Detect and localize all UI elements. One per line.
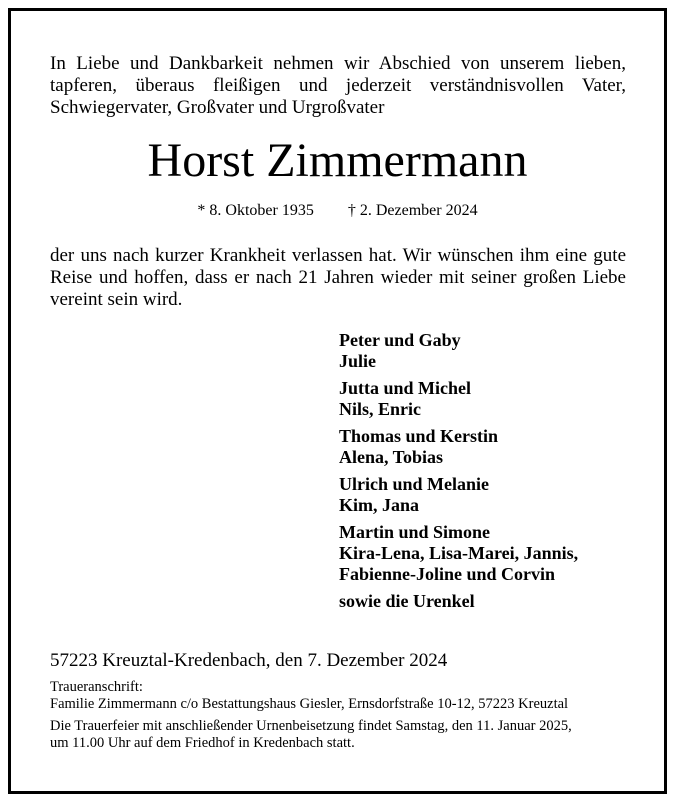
family-line: Jutta und Michel	[339, 378, 472, 398]
family-group	[339, 591, 649, 612]
family-group	[339, 522, 649, 585]
message-line: Reise und hoffen, dass er nach 21 Jahren wieder mit seiner großen Liebe	[50, 267, 626, 288]
family-line: Ulrich und Melanie	[339, 474, 490, 494]
place-date: 57223 Kreuztal-Kredenbach, den 7. Dezember 2024	[50, 650, 448, 671]
family-group	[339, 474, 649, 516]
mourning-address-text: Familie Zimmermann c/o Bestattungshaus Giesler, Ernsdorfstraße 10-12, 57223 Kreuztal	[50, 696, 569, 712]
family-group	[339, 378, 649, 420]
family-group	[339, 330, 649, 372]
family-line: sowie die Urenkel	[339, 591, 475, 611]
intro-text	[50, 53, 626, 119]
death-date: † 2. Dezember 2024	[347, 202, 478, 219]
family-line: Thomas und Kerstin	[339, 426, 499, 446]
family-group	[339, 426, 649, 468]
family-line: Alena, Tobias	[339, 447, 444, 467]
mourning-address	[50, 679, 640, 713]
family-line: Peter und Gaby	[339, 330, 461, 350]
family-list	[339, 330, 649, 618]
life-dates	[0, 201, 675, 221]
deceased-name: Horst Zimmermann	[147, 134, 528, 187]
family-line: Julie	[339, 351, 377, 371]
ceremony-line: um 11.00 Uhr auf dem Friedhof in Kredenbach statt.	[50, 735, 355, 751]
family-line: Martin und Simone	[339, 522, 491, 542]
family-line: Kira-Lena, Lisa-Marei, Jannis,	[339, 543, 579, 563]
message-line: der uns nach kurzer Krankheit verlassen hat. Wir wünschen ihm eine gute	[50, 245, 626, 266]
family-line: Fabienne-Joline und Corvin	[339, 564, 556, 584]
birth-date: * 8. Oktober 1935	[197, 202, 314, 219]
intro-line: tapferen, überaus fleißigen und jederzeit verständnisvollen Vater,	[50, 75, 626, 96]
ceremony-info	[50, 718, 640, 752]
intro-line: In Liebe und Dankbarkeit nehmen wir Abschied von unserem lieben,	[50, 53, 626, 74]
ceremony-line: Die Trauerfeier mit anschließender Urnenbeisetzung findet Samstag, den 11. Januar 2025,	[50, 718, 572, 734]
message-text	[50, 245, 626, 311]
message-line: vereint sein wird.	[50, 289, 183, 310]
family-line: Kim, Jana	[339, 495, 420, 515]
mourning-address-label: Traueranschrift:	[50, 679, 143, 695]
intro-line: Schwiegervater, Großvater und Urgroßvater	[50, 97, 385, 118]
family-line: Nils, Enric	[339, 399, 422, 419]
